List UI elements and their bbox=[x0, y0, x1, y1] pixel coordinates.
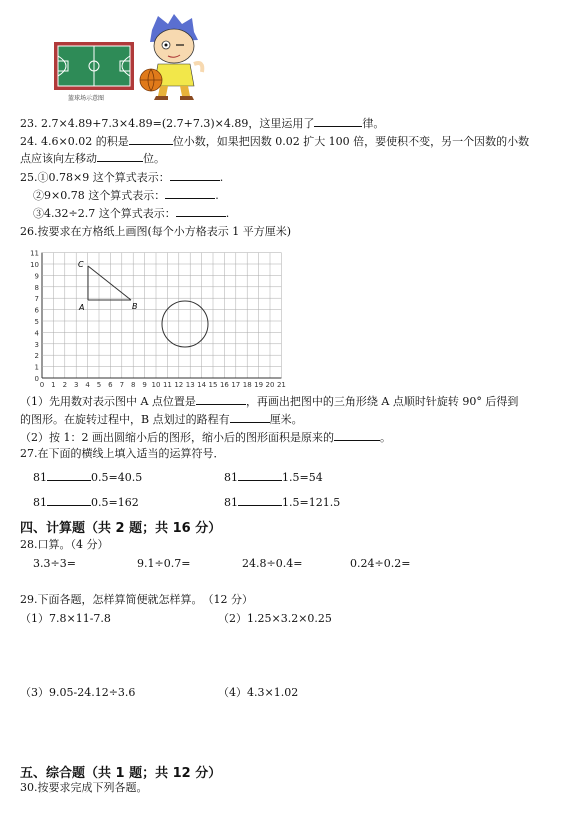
x-tick-label: 0 bbox=[39, 381, 45, 389]
y-tick-label: 3 bbox=[34, 340, 39, 349]
question-26-part-1-line-1 bbox=[20, 393, 518, 409]
question-25-line-2 bbox=[33, 187, 219, 203]
operand: 81 bbox=[224, 496, 238, 509]
operand: 81 bbox=[33, 496, 47, 509]
grid-tick-labels bbox=[30, 250, 286, 389]
operand-result: 0.5=162 bbox=[91, 496, 139, 509]
x-tick-label: 8 bbox=[130, 381, 136, 389]
question-27-title: 27.在下面的横线上填入适当的运算符号． bbox=[20, 447, 225, 460]
question-25-line-1 bbox=[20, 169, 223, 185]
section-5-heading: 五、综合题（共 1 题；共 12 分） bbox=[20, 766, 222, 781]
x-tick-label: 5 bbox=[96, 381, 102, 389]
question-23 bbox=[20, 115, 384, 131]
triangle-side-cb bbox=[88, 266, 131, 300]
x-tick-label: 21 bbox=[276, 381, 286, 389]
x-tick-label: 2 bbox=[62, 381, 68, 389]
answer-blank[interactable] bbox=[314, 115, 362, 127]
operand-result: 0.5=40.5 bbox=[91, 471, 143, 484]
x-tick-label: 18 bbox=[242, 381, 252, 389]
grid-paper bbox=[28, 243, 286, 391]
question-30: 30.按要求完成下列各题。 bbox=[20, 781, 148, 794]
y-tick-label: 1 bbox=[34, 363, 39, 372]
q27-item-2 bbox=[224, 469, 323, 485]
question-23-text: 23. 2.7×4.89+7.3×4.89=(2.7+7.3)×4.89，这里运用了 bbox=[20, 117, 315, 130]
x-tick-label: 15 bbox=[208, 381, 218, 389]
circle-shape bbox=[162, 301, 208, 347]
question-24-text-d: 位。 bbox=[143, 152, 165, 165]
question-26-text-c: 的图形。在旋转过程中，B 点划过的路程有 bbox=[20, 413, 230, 426]
q29-item-1: （1）7.8×11-7.8 bbox=[20, 612, 111, 625]
question-26-text-a: （1）先用数对表示图中 A 点位置是 bbox=[20, 395, 196, 408]
operator-blank[interactable] bbox=[238, 494, 282, 506]
q28-item-4: 0.24÷0.2= bbox=[350, 557, 411, 570]
question-24-line-1 bbox=[20, 133, 529, 149]
boy-with-basketball-illustration bbox=[138, 12, 210, 102]
q29-item-3: （3）9.05-24.12÷3.6 bbox=[20, 686, 136, 699]
answer-blank[interactable] bbox=[176, 205, 226, 217]
origin-label: 0 bbox=[34, 375, 39, 383]
answer-blank[interactable] bbox=[97, 150, 143, 162]
y-tick-label: 11 bbox=[30, 249, 39, 258]
answer-blank[interactable] bbox=[129, 133, 173, 145]
question-24-line-2 bbox=[20, 150, 165, 166]
operand: 81 bbox=[224, 471, 238, 484]
x-tick-label: 4 bbox=[85, 381, 90, 389]
operand-result: 1.5=54 bbox=[282, 471, 323, 484]
y-tick-label: 10 bbox=[30, 261, 39, 269]
x-tick-label: 17 bbox=[231, 381, 241, 389]
period: . bbox=[225, 207, 230, 220]
q27-item-4 bbox=[224, 494, 340, 510]
period: . bbox=[215, 189, 219, 202]
operator-blank[interactable] bbox=[238, 469, 282, 481]
x-tick-label: 20 bbox=[265, 381, 275, 389]
period: . bbox=[219, 171, 224, 184]
answer-blank[interactable] bbox=[230, 411, 270, 423]
q28-item-1: 3.3÷3= bbox=[33, 557, 76, 570]
operator-blank[interactable] bbox=[47, 494, 91, 506]
x-tick-label: 10 bbox=[151, 381, 161, 389]
question-26-text-b: ，再画出把图中的三角形绕 A 点顺时针旋转 90° 后得到 bbox=[245, 395, 519, 408]
q28-item-2: 9.1÷0.7= bbox=[137, 557, 191, 570]
question-25-line-3 bbox=[33, 205, 229, 221]
point-c-label: C bbox=[78, 260, 84, 269]
question-25-text-1: 25.①0.78×9 这个算式表示： bbox=[20, 171, 170, 184]
question-23-tail: 律。 bbox=[362, 117, 385, 130]
answer-blank[interactable] bbox=[170, 169, 220, 181]
court-caption: 篮球场示意图 bbox=[68, 95, 105, 102]
q27-item-1 bbox=[33, 469, 142, 485]
basketball-court-illustration bbox=[54, 42, 134, 90]
question-24-text-c: 点应该向左移动 bbox=[20, 152, 97, 165]
x-tick-label: 6 bbox=[108, 381, 113, 389]
operand: 81 bbox=[33, 471, 47, 484]
y-tick-label: 4 bbox=[34, 329, 39, 338]
y-tick-label: 9 bbox=[34, 272, 39, 281]
y-tick-label: 2 bbox=[34, 352, 39, 361]
question-26-text-f: 。 bbox=[380, 431, 391, 444]
q27-item-3 bbox=[33, 494, 139, 510]
y-tick-label: 5 bbox=[34, 318, 39, 326]
operator-blank[interactable] bbox=[47, 469, 91, 481]
question-25-text-2: ②9×0.78 这个算式表示： bbox=[33, 189, 166, 202]
y-tick-label: 7 bbox=[34, 295, 39, 304]
question-25-text-3: ③4.32÷2.7 这个算式表示： bbox=[33, 207, 176, 220]
x-tick-label: 14 bbox=[197, 381, 207, 389]
q28-item-3: 24.8÷0.4= bbox=[242, 557, 303, 570]
x-tick-label: 3 bbox=[73, 381, 79, 389]
x-tick-label: 9 bbox=[142, 381, 147, 389]
point-b-label: B bbox=[132, 302, 138, 311]
question-26-part-2 bbox=[20, 429, 391, 445]
question-24-text-a: 24. 4.6×0.02 的积是 bbox=[20, 135, 129, 148]
y-tick-label: 6 bbox=[34, 306, 39, 315]
question-26-title: 26.按要求在方格纸上画图(每个小方格表示 1 平方厘米) bbox=[20, 225, 292, 238]
x-tick-label: 16 bbox=[219, 381, 229, 389]
q29-item-2: （2）1.25×3.2×0.25 bbox=[218, 612, 332, 625]
answer-blank[interactable] bbox=[196, 393, 246, 405]
answer-blank[interactable] bbox=[334, 429, 380, 441]
point-a-label: A bbox=[79, 303, 85, 312]
section-4-heading: 四、计算题（共 2 题；共 16 分） bbox=[20, 521, 222, 536]
x-tick-label: 11 bbox=[162, 381, 172, 389]
q29-item-4: （4）4.3×1.02 bbox=[218, 686, 299, 699]
answer-blank[interactable] bbox=[165, 187, 215, 199]
x-tick-label: 19 bbox=[254, 381, 264, 389]
question-26-text-d: 厘米。 bbox=[269, 413, 303, 426]
x-tick-label: 13 bbox=[185, 381, 195, 389]
x-tick-label: 7 bbox=[119, 381, 125, 389]
x-tick-label: 12 bbox=[174, 381, 184, 389]
question-28-title: 28.口算。（4 分） bbox=[20, 538, 109, 551]
question-29-title: 29.下面各题，怎样算简便就怎样算。 （12 分） bbox=[20, 593, 253, 606]
operand-result: 1.5=121.5 bbox=[282, 496, 341, 509]
question-26-part-1-line-2 bbox=[20, 411, 303, 427]
question-26-text-e: （2）按 1：2 画出圆缩小后的图形，缩小后的图形面积是原来的 bbox=[20, 431, 334, 444]
x-tick-label: 1 bbox=[51, 381, 56, 389]
question-24-text-b: 位小数，如果把因数 0.02 扩大 100 倍，要使积不变，另一个因数的小数 bbox=[172, 135, 530, 148]
y-tick-label: 8 bbox=[34, 283, 39, 292]
grid-lines bbox=[42, 253, 281, 378]
